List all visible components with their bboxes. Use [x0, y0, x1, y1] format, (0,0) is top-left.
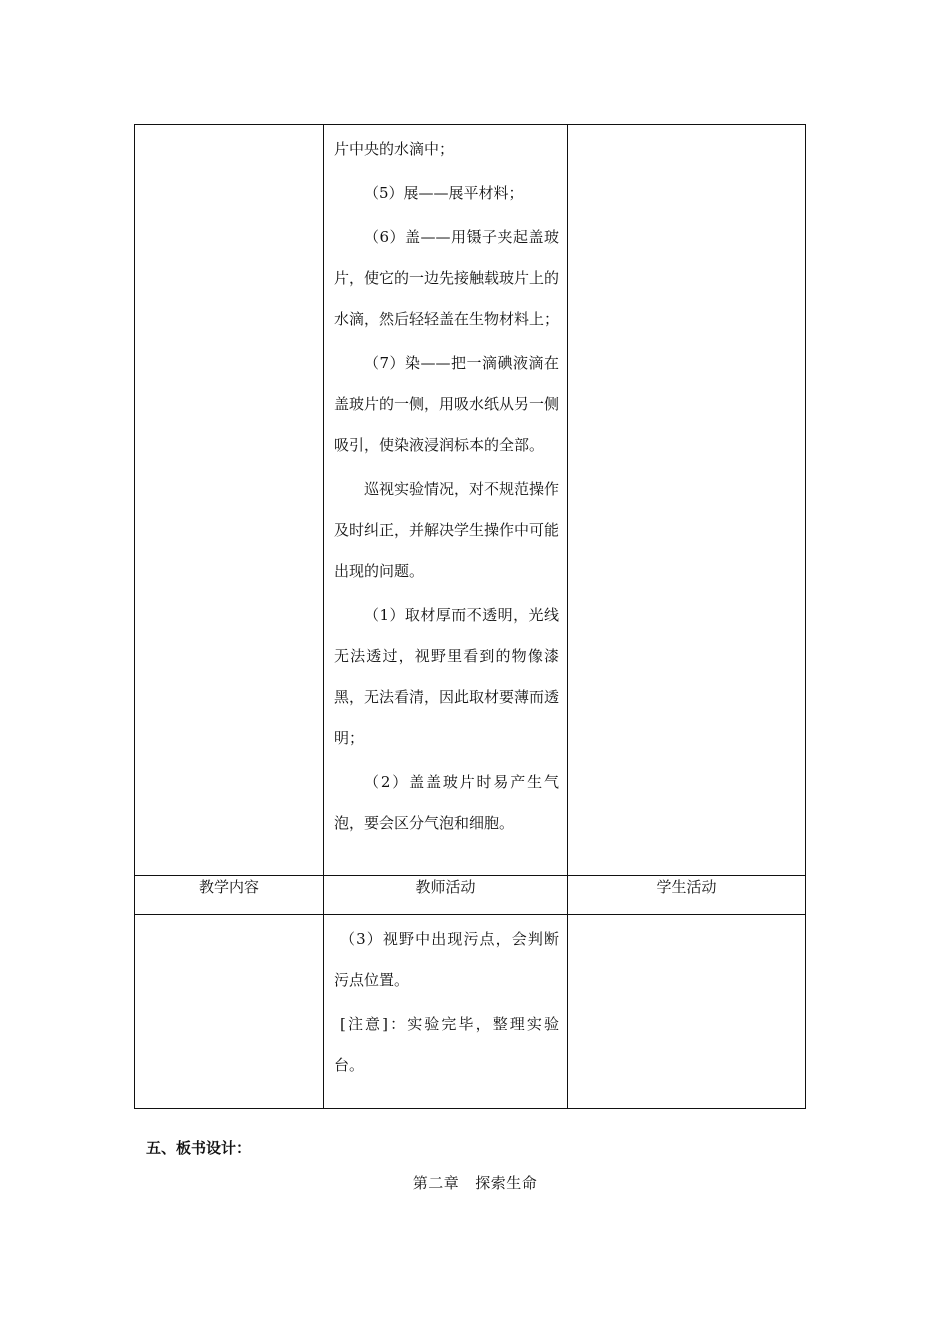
- lesson-table: [134, 124, 806, 1109]
- teacher-paragraph: [注意]：实验完毕，整理实验台。: [334, 1015, 559, 1074]
- content-cell: [135, 125, 324, 876]
- teacher-paragraph: （3）视野中出现污点，会判断污点位置。: [334, 930, 559, 989]
- header-teacher-activity: 教师活动: [324, 876, 568, 915]
- teacher-paragraph: （2）盖盖玻片时易产生气泡，要会区分气泡和细胞。: [334, 773, 559, 832]
- teacher-activity-cell: [324, 915, 568, 1109]
- teacher-paragraph: （6）盖——用镊子夹起盖玻片，使它的一边先接触载玻片上的水滴，然后轻轻盖在生物材料上；: [334, 228, 560, 328]
- teacher-activity-text: [324, 915, 567, 1086]
- teacher-paragraph: 片中央的水滴中；: [334, 140, 455, 158]
- teacher-paragraph: （1）取材厚而不透明，光线无法透过，视野里看到的物像漆黑，无法看清，因此取材要薄而透明；: [334, 606, 560, 747]
- table-row: [135, 125, 806, 876]
- header-teaching-content: 教学内容: [135, 876, 324, 915]
- section-heading: 五、板书设计：: [146, 1139, 252, 1157]
- teacher-paragraph: （7）染——把一滴碘液滴在盖玻片的一侧，用吸水纸从另一侧吸引，使染液浸润标本的全部。: [334, 354, 560, 454]
- teacher-activity-text: [324, 125, 567, 844]
- chapter-label: 第二章: [412, 1174, 460, 1192]
- board-design-title: [0, 1172, 950, 1193]
- teacher-paragraph: 巡视实验情况，对不规范操作及时纠正，并解决学生操作中可能出现的问题。: [334, 480, 560, 580]
- content-cell: [135, 915, 324, 1109]
- teacher-activity-cell: [324, 125, 568, 876]
- header-student-activity: 学生活动: [568, 876, 806, 915]
- student-activity-cell: [568, 125, 806, 876]
- student-activity-cell: [568, 915, 806, 1109]
- teacher-paragraph: （5）展——展平材料；: [364, 184, 524, 202]
- chapter-topic: 探索生命: [475, 1174, 538, 1192]
- table-row: [135, 915, 806, 1109]
- table-header-row: [135, 876, 806, 915]
